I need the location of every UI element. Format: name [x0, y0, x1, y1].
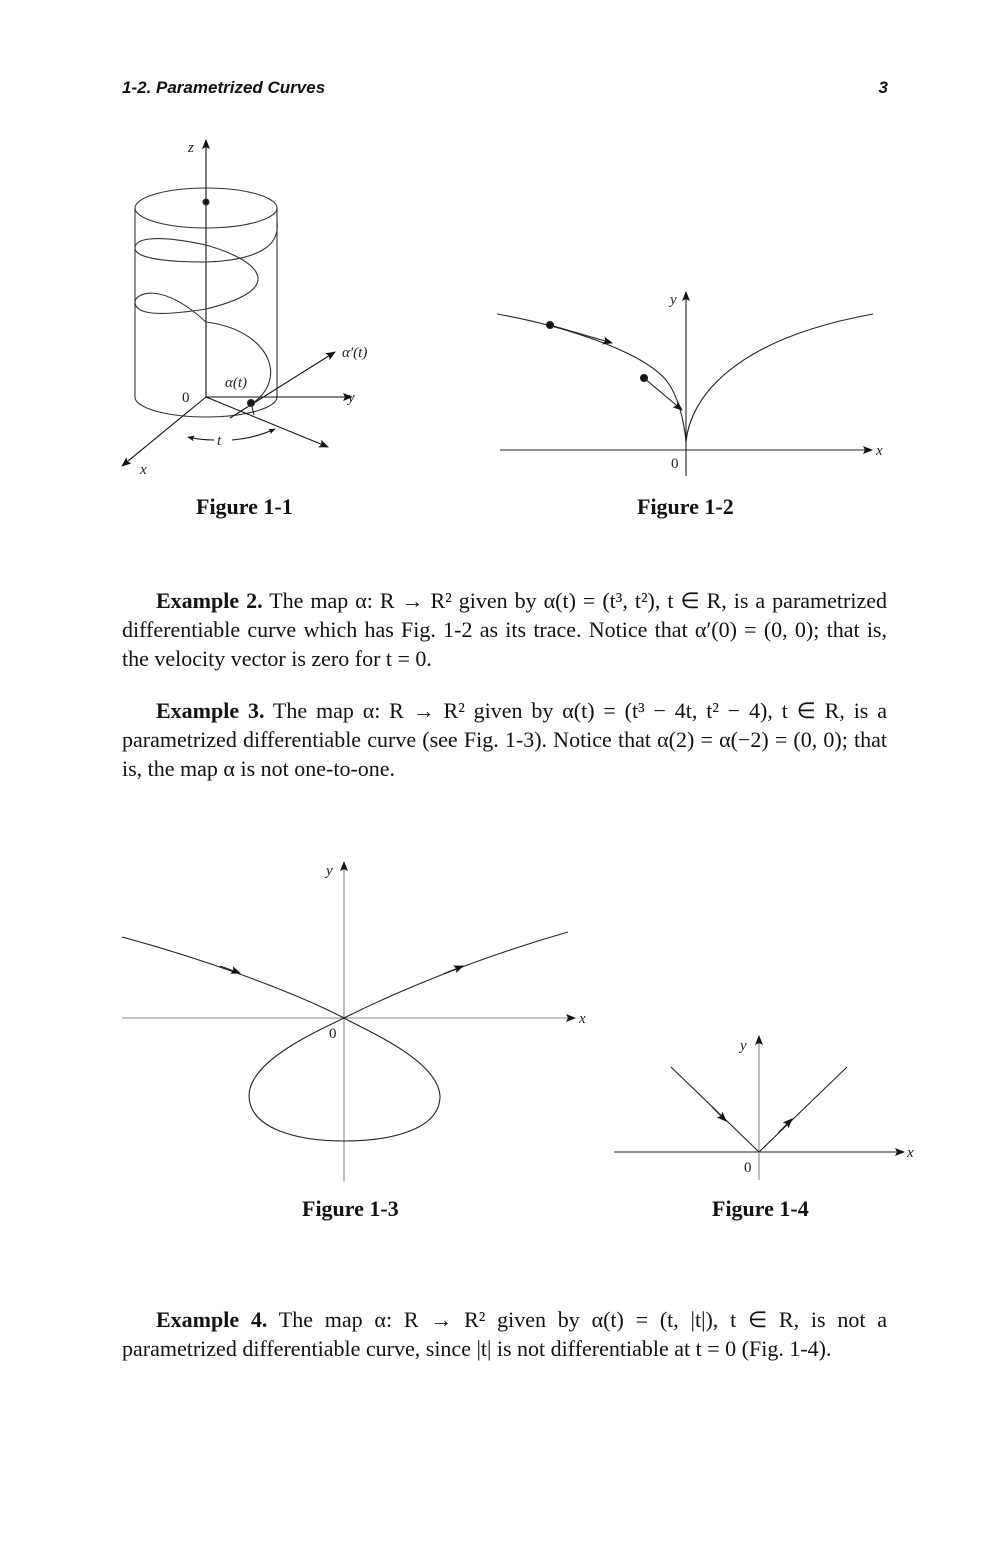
figure-1-3-caption: Figure 1-3: [302, 1196, 399, 1221]
direction-arrow-right: [443, 966, 463, 974]
direction-arrow-right: [778, 1119, 792, 1133]
figure-1-4-caption: Figure 1-4: [712, 1196, 809, 1221]
fig4-x-label: x: [907, 1145, 914, 1161]
t-arc-right: [232, 429, 275, 440]
fig1-y-label: y: [348, 390, 355, 406]
example-2-text: The map α: R → R² given by α(t) = (t³, t²), t ∈ R, is a parametrized differentiable curve which has Fig. 1-2 as its trace. Notice that α′(0) = (0, 0); that is, the velocity vector is zero for t = 0.: [122, 588, 887, 671]
example-3-lead: Example 3.: [156, 698, 265, 723]
figure-1-2: [497, 292, 873, 476]
abs-right-branch: [759, 1067, 847, 1152]
x-axis: [122, 397, 206, 466]
loop-curve: [122, 932, 568, 1141]
fig1-origin-label: 0: [182, 390, 190, 406]
fig4-y-label: y: [740, 1038, 747, 1054]
section-title: 1-2. Parametrized Curves: [122, 78, 326, 97]
fig2-y-label: y: [670, 292, 677, 308]
direction-arrow-left: [712, 1107, 726, 1121]
example-3-text: The map α: R → R² given by α(t) = (t³ − 4t, t² − 4), t ∈ R, is a parametrized differentiable curve (see Fig. 1-3). Notice that α(2) = α(−2) = (0, 0); that is, the map α is not one-to-one.: [122, 698, 887, 781]
cusp-curve-right: [686, 314, 873, 442]
fig2-origin-label: 0: [671, 456, 679, 472]
example-4-text: The map α: R → R² given by α(t) = (t, |t|), t ∈ R, is not a parametrized differentiable curve, since |t| is not differentiable at t = 0 (Fig. 1-4).: [122, 1307, 887, 1361]
helix-top-point: [203, 199, 209, 205]
cusp-curve-left: [497, 314, 686, 442]
example-3-paragraph: [122, 696, 887, 783]
figure-1-2-caption: Figure 1-2: [637, 494, 734, 519]
tangent-arrow-1: [550, 325, 612, 343]
tangent-arrow-2: [644, 378, 682, 410]
fig4-origin-label: 0: [744, 1160, 752, 1176]
t-arc-left: [188, 437, 214, 440]
figure-1-3: [122, 862, 575, 1181]
fig1-z-label: z: [188, 140, 194, 156]
cylinder-bottom: [135, 397, 277, 417]
figure-1-4: [614, 1036, 904, 1180]
fig1-t-label: t: [217, 433, 222, 449]
example-2-paragraph: [122, 586, 887, 673]
fig3-y-label: y: [326, 863, 333, 879]
fig1-x-label: x: [140, 462, 147, 478]
fig3-origin-label: 0: [329, 1026, 337, 1042]
fig1-alpha-prime-label: α′(t): [342, 345, 368, 361]
figure-1-1-caption: Figure 1-1: [196, 494, 293, 519]
page-number: 3: [878, 78, 888, 97]
fig3-x-label: x: [579, 1011, 586, 1027]
example-2-lead: Example 2.: [156, 588, 263, 613]
fig2-x-label: x: [876, 443, 883, 459]
direction-arrow-left: [220, 966, 240, 973]
example-4-lead: Example 4.: [156, 1307, 268, 1332]
fig1-alpha-label: α(t): [225, 375, 248, 391]
figure-1-1: [122, 140, 352, 466]
example-4-paragraph: [122, 1305, 887, 1363]
normal-vector: [206, 397, 328, 447]
